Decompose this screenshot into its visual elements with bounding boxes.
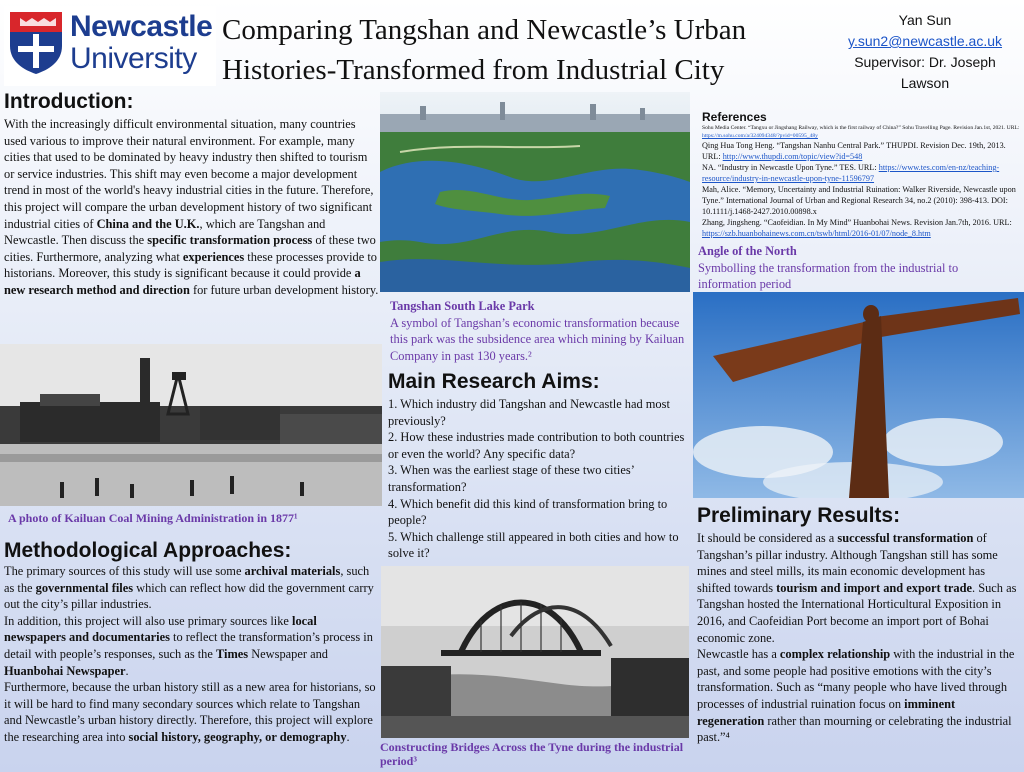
reference-text: Sohu Media Center. “Tangxu or Jingshang Railway, which is the first railway of China?” Sohu Travelling Page. Revision Jan.1st, 2021. URL: bbox=[702, 125, 1020, 131]
shield-icon bbox=[8, 10, 64, 76]
res-text-part: It should be considered as a bbox=[697, 531, 838, 545]
res-text-part: with the industrial in the past, and some people had positive emotions with the city’s transformation. Such as “many people who have lived through processes of industrial ruination focus on bbox=[697, 647, 1015, 711]
aim-item: 2. How these industries made contribution to both countries or even the world? Any specific data? bbox=[388, 430, 685, 461]
logo-word-university: University bbox=[70, 42, 197, 75]
meth-bold-part: Huanbohai Newspaper bbox=[4, 663, 126, 678]
photo4-caption bbox=[698, 243, 1018, 293]
res-text-part: of Tangshan’s pillar industry. Although Tangshan still has some mines and steel mills, its main economic development has shifted towards bbox=[697, 531, 998, 595]
supervisor: Supervisor: Dr. Joseph Lawson bbox=[854, 54, 996, 91]
res-bold-part: successful transformation bbox=[837, 531, 974, 545]
meth-text-part: which can reflect how did the government carry out the city’s pillar industries. bbox=[4, 580, 374, 612]
logo-word-newcastle: Newcastle bbox=[70, 10, 213, 43]
intro-text-part: , which are Tangshan and Newcastle. Then discuss the bbox=[4, 216, 326, 248]
author-block bbox=[830, 10, 1020, 94]
intro-text-part: for future urban development history. bbox=[189, 282, 379, 297]
photo2-caption-text: A symbol of Tangshan’s economic transformation because this park was the subsidence area which mining by Kailuan Company in past 130 years.² bbox=[390, 315, 685, 363]
reference-item bbox=[702, 217, 1020, 239]
photo3-caption: Constructing Bridges Across the Tyne during the industrial period³ bbox=[380, 740, 684, 768]
meth-text-part: In addition, this project will also use primary sources like bbox=[4, 613, 293, 628]
south-lake-park-photo bbox=[380, 92, 690, 292]
angel-of-the-north-photo bbox=[693, 292, 1024, 498]
methodology-heading: Methodological Approaches: bbox=[4, 539, 292, 562]
reference-link[interactable]: https://www.tes.com/en-nz/teaching-resource/industry-in-newcastle-upon-tyne-11596797 bbox=[702, 163, 1000, 183]
photo4-caption-title: Angle of the North bbox=[698, 244, 797, 258]
aim-item: 3. When was the earliest stage of these two cities’ transformation? bbox=[388, 463, 634, 494]
meth-bold-part: archival materials bbox=[244, 564, 341, 578]
photo4-caption-text: Symbolling the transformation from the industrial to information period bbox=[698, 260, 959, 292]
meth-bold-part: governmental files bbox=[35, 580, 134, 595]
meth-bold-part: Times bbox=[215, 646, 249, 661]
poster-title: Comparing Tangshan and Newcastle’s Urban Histories-Transformed from Industrial City bbox=[222, 14, 747, 86]
meth-text-part: . bbox=[346, 729, 350, 744]
reference-text: Mah, Alice. “Memory, Uncertainty and Industrial Ruination: Walker Riverside, Newcastle upon Tyne.” International Journal of Urban and Regional Research 34, no.2 (2010): 398-413. DOI: 10.1111/j.1468-2427.2010.00898.x bbox=[702, 185, 1016, 216]
res-bold-part: tourism and import and export trade bbox=[776, 580, 972, 595]
meth-text-part: and bbox=[306, 646, 328, 661]
tyne-bridges-photo bbox=[381, 566, 689, 738]
aim-item: 4. Which benefit did this kind of transformation bring to people? bbox=[388, 496, 668, 528]
intro-bold-part: a new research method and direction bbox=[4, 266, 361, 297]
photo2-caption-title: Tangshan South Lake Park bbox=[390, 299, 535, 313]
meth-bold-part: social history, geography, or demography bbox=[128, 729, 347, 744]
introduction-text bbox=[4, 116, 380, 299]
research-aims-heading: Main Research Aims: bbox=[388, 370, 600, 393]
reference-text: Zhang, Jingsheng. “Caofeidian. In My Mind” Huanbohai News. Revision Jan.7th, 2016. URL: bbox=[702, 218, 1012, 227]
intro-bold-part: China and the U.K. bbox=[96, 216, 200, 231]
meth-text-part: , such as the bbox=[4, 564, 370, 595]
intro-bold-part: specific transformation process bbox=[147, 233, 313, 248]
methodology-text bbox=[4, 563, 380, 746]
research-aims-list bbox=[388, 396, 692, 562]
reference-text: Qing Hua Tong Heng. “Tangshan Nanhu Central Park.” THUPDI. Revision Dec. 19th, 2013. URL: bbox=[702, 141, 1006, 161]
reference-item bbox=[702, 140, 1020, 162]
aim-item: 5. Which challenge still appeared in both cities and how to solve it? bbox=[388, 529, 679, 561]
intro-text-part: With the increasingly difficult environmental situation, many countries used various to improve their natural environment. For example, many cities that used to be dominated by heavy industry then shifted to tourism or service industries. This shift may even become a major development trend in most of the world's heavy industrial cities in the future. Therefore, this project will compare the urban development history of two significant industrial cities of bbox=[4, 117, 374, 231]
meth-text-part: to reflect the transformation’s process in detail with people’s responses, such as the bbox=[4, 630, 373, 661]
photo2-caption bbox=[390, 298, 690, 364]
res-bold-part: complex relationship bbox=[779, 647, 891, 662]
preliminary-results-text bbox=[697, 530, 1019, 746]
res-text-part: Newcastle has a bbox=[697, 647, 780, 662]
aim-item: 1. Which industry did Tangshan and Newcastle had most previously? bbox=[388, 397, 670, 428]
res-text-part: . Such as Tangshan hosted the International Horticultural Exposition in 2016, and Caofeidian Port become an import port of Bohai economic zone. bbox=[697, 580, 1017, 645]
author-name: Yan Sun bbox=[898, 12, 952, 28]
meth-text-part: Newspaper bbox=[248, 646, 307, 661]
intro-text-part: of these two cities. Furthermore, analyzing what bbox=[4, 233, 376, 264]
meth-text-part: The primary sources of this study will use some bbox=[4, 564, 245, 578]
intro-bold-part: experiences bbox=[182, 249, 245, 264]
res-text-part: rather than mourning or celebrating the industrial past.”⁴ bbox=[697, 713, 1012, 745]
res-bold-part: imminent regeneration bbox=[697, 696, 956, 728]
kailuan-coal-mining-photo bbox=[0, 344, 382, 506]
reference-item bbox=[702, 184, 1020, 217]
references-block bbox=[702, 110, 1020, 239]
author-email-link[interactable]: y.sun2@newcastle.ac.uk bbox=[847, 33, 1003, 49]
meth-bold-part: local newspapers and documentaries bbox=[4, 613, 317, 645]
preliminary-results-heading: Preliminary Results: bbox=[697, 504, 901, 527]
reference-link[interactable]: https://m.sohu.com/a/324094348/?pvid=00595_48y bbox=[702, 133, 818, 139]
reference-link[interactable]: http://www.thupdi.com/topic/view?id=548 bbox=[722, 152, 863, 161]
introduction-heading: Introduction: bbox=[4, 90, 134, 113]
reference-item bbox=[702, 124, 1020, 140]
university-logo bbox=[4, 6, 216, 86]
meth-text-part: . bbox=[125, 663, 129, 678]
reference-item bbox=[702, 162, 1020, 184]
photo1-caption: A photo of Kailuan Coal Mining Administration in 1877¹ bbox=[8, 511, 298, 525]
intro-text-part: these processes provide to historians. Moreover, this study is significant because it could provide bbox=[4, 249, 377, 281]
reference-text: NA. “Industry in Newcastle Upon Tyne.” TES. URL: bbox=[702, 163, 879, 172]
reference-link[interactable]: https://szb.huanbohainews.com.cn/tswb/html/2016-01/07/node_8.htm bbox=[702, 229, 931, 238]
references-heading: References bbox=[702, 110, 767, 124]
meth-text-part: Furthermore, because the urban history still as a new area for historians, so it will be hard to find many secondary sources which relate to Tangshan and Newcastle’s urban history directly. Therefore, this project will explore the researching area into bbox=[4, 680, 376, 744]
